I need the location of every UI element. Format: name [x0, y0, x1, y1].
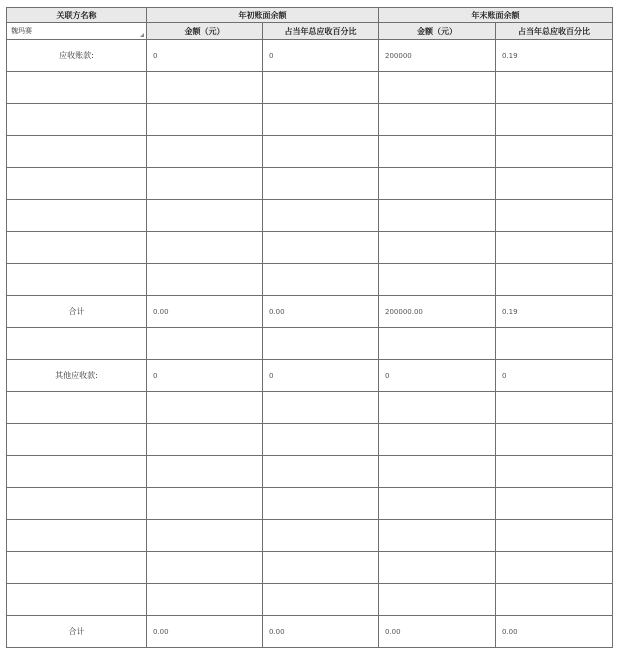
- end-amount-cell[interactable]: [379, 392, 496, 424]
- end-percent-cell[interactable]: [496, 392, 613, 424]
- begin-amount-cell[interactable]: [147, 104, 263, 136]
- table-row: [7, 488, 613, 520]
- begin-amount-cell[interactable]: [147, 392, 263, 424]
- begin-percent-cell[interactable]: [263, 424, 379, 456]
- begin-amount-cell[interactable]: 0: [147, 40, 263, 72]
- begin-percent-cell[interactable]: [263, 104, 379, 136]
- end-percent-cell[interactable]: [496, 552, 613, 584]
- table-row: [7, 72, 613, 104]
- end-percent-cell[interactable]: 0.19: [496, 40, 613, 72]
- begin-percent-cell[interactable]: [263, 328, 379, 360]
- begin-amount-cell[interactable]: [147, 264, 263, 296]
- end-percent-cell[interactable]: [496, 72, 613, 104]
- table-row: [7, 232, 613, 264]
- table-row: [7, 328, 613, 360]
- header-ending-balance: 年末账面余额: [379, 8, 613, 23]
- end-amount-cell[interactable]: [379, 424, 496, 456]
- end-amount-cell[interactable]: 0: [379, 360, 496, 392]
- begin-amount-cell[interactable]: [147, 488, 263, 520]
- header-end-percent: 占当年总应收百分比: [496, 23, 613, 40]
- end-amount-cell[interactable]: [379, 488, 496, 520]
- begin-amount-cell[interactable]: [147, 168, 263, 200]
- begin-amount-cell[interactable]: [147, 552, 263, 584]
- row-label: [7, 264, 147, 296]
- begin-percent-cell[interactable]: [263, 232, 379, 264]
- table-row: [7, 104, 613, 136]
- end-percent-cell[interactable]: [496, 264, 613, 296]
- end-amount-cell[interactable]: [379, 328, 496, 360]
- begin-amount-cell[interactable]: [147, 72, 263, 104]
- end-percent-cell[interactable]: [496, 424, 613, 456]
- table-row: [7, 360, 613, 392]
- begin-percent-cell[interactable]: 0: [263, 40, 379, 72]
- table-row: [7, 520, 613, 552]
- row-label: [7, 72, 147, 104]
- begin-amount-cell[interactable]: [147, 584, 263, 616]
- begin-percent-cell[interactable]: 0.00: [263, 296, 379, 328]
- begin-percent-cell[interactable]: [263, 136, 379, 168]
- end-amount-cell[interactable]: [379, 456, 496, 488]
- end-percent-cell[interactable]: [496, 200, 613, 232]
- end-percent-cell[interactable]: 0: [496, 360, 613, 392]
- begin-amount-cell[interactable]: 0.00: [147, 296, 263, 328]
- end-amount-cell[interactable]: [379, 136, 496, 168]
- table-row: [7, 456, 613, 488]
- end-percent-cell[interactable]: [496, 104, 613, 136]
- row-label: [7, 104, 147, 136]
- row-label: [7, 520, 147, 552]
- row-label: [7, 584, 147, 616]
- table-row: [7, 264, 613, 296]
- begin-percent-cell[interactable]: 0.00: [263, 616, 379, 648]
- row-label: 应收账款:: [7, 40, 147, 72]
- begin-percent-cell[interactable]: [263, 168, 379, 200]
- party-name-select[interactable]: 魏玛赛: [7, 23, 147, 40]
- begin-percent-cell[interactable]: [263, 392, 379, 424]
- end-amount-cell[interactable]: [379, 200, 496, 232]
- begin-percent-cell[interactable]: [263, 200, 379, 232]
- begin-percent-cell[interactable]: 0: [263, 360, 379, 392]
- header-row-1: [7, 8, 613, 23]
- row-label: [7, 488, 147, 520]
- end-amount-cell[interactable]: [379, 584, 496, 616]
- begin-amount-cell[interactable]: [147, 520, 263, 552]
- end-amount-cell[interactable]: [379, 232, 496, 264]
- end-amount-cell[interactable]: [379, 72, 496, 104]
- table-row: [7, 552, 613, 584]
- end-amount-cell[interactable]: [379, 104, 496, 136]
- table-row: [7, 136, 613, 168]
- row-label: [7, 232, 147, 264]
- end-percent-cell[interactable]: [496, 520, 613, 552]
- related-party-receivables-table: [6, 7, 613, 648]
- row-label: 其他应收款:: [7, 360, 147, 392]
- row-label: [7, 552, 147, 584]
- begin-amount-cell[interactable]: [147, 232, 263, 264]
- begin-amount-cell[interactable]: [147, 328, 263, 360]
- end-percent-cell[interactable]: [496, 488, 613, 520]
- begin-percent-cell[interactable]: [263, 520, 379, 552]
- begin-amount-cell[interactable]: [147, 200, 263, 232]
- begin-percent-cell[interactable]: [263, 456, 379, 488]
- end-percent-cell[interactable]: [496, 168, 613, 200]
- row-label: [7, 200, 147, 232]
- end-percent-cell[interactable]: [496, 456, 613, 488]
- end-percent-cell[interactable]: [496, 232, 613, 264]
- end-amount-cell[interactable]: 200000.00: [379, 296, 496, 328]
- row-label: [7, 456, 147, 488]
- end-amount-cell[interactable]: 0.00: [379, 616, 496, 648]
- table-row: [7, 296, 613, 328]
- row-label: [7, 424, 147, 456]
- end-amount-cell[interactable]: [379, 264, 496, 296]
- table-row: [7, 200, 613, 232]
- table-row: [7, 584, 613, 616]
- begin-percent-cell[interactable]: [263, 264, 379, 296]
- header-party-name: 关联方名称: [7, 8, 147, 23]
- end-amount-cell[interactable]: 200000: [379, 40, 496, 72]
- table-row: [7, 168, 613, 200]
- end-amount-cell[interactable]: [379, 168, 496, 200]
- header-begin-amount: 金额（元）: [147, 23, 263, 40]
- begin-percent-cell[interactable]: [263, 488, 379, 520]
- header-end-amount: 金额（元）: [379, 23, 496, 40]
- end-percent-cell[interactable]: 0.00: [496, 616, 613, 648]
- end-percent-cell[interactable]: [496, 584, 613, 616]
- table-row: [7, 424, 613, 456]
- begin-percent-cell[interactable]: [263, 552, 379, 584]
- row-label: 合计: [7, 616, 147, 648]
- end-amount-cell[interactable]: [379, 520, 496, 552]
- end-percent-cell[interactable]: [496, 136, 613, 168]
- row-label: [7, 328, 147, 360]
- end-percent-cell[interactable]: [496, 328, 613, 360]
- table-row: [7, 40, 613, 72]
- end-amount-cell[interactable]: [379, 552, 496, 584]
- begin-amount-cell[interactable]: 0.00: [147, 616, 263, 648]
- row-label: 合计: [7, 296, 147, 328]
- table-row: [7, 616, 613, 648]
- begin-amount-cell[interactable]: [147, 456, 263, 488]
- begin-percent-cell[interactable]: [263, 72, 379, 104]
- header-begin-percent: 占当年总应收百分比: [263, 23, 379, 40]
- header-row-2: [7, 23, 613, 40]
- begin-amount-cell[interactable]: [147, 424, 263, 456]
- row-label: [7, 168, 147, 200]
- row-label: [7, 136, 147, 168]
- row-label: [7, 392, 147, 424]
- begin-amount-cell[interactable]: 0: [147, 360, 263, 392]
- header-beginning-balance: 年初账面余额: [147, 8, 379, 23]
- table-row: [7, 392, 613, 424]
- end-percent-cell[interactable]: 0.19: [496, 296, 613, 328]
- begin-amount-cell[interactable]: [147, 136, 263, 168]
- begin-percent-cell[interactable]: [263, 584, 379, 616]
